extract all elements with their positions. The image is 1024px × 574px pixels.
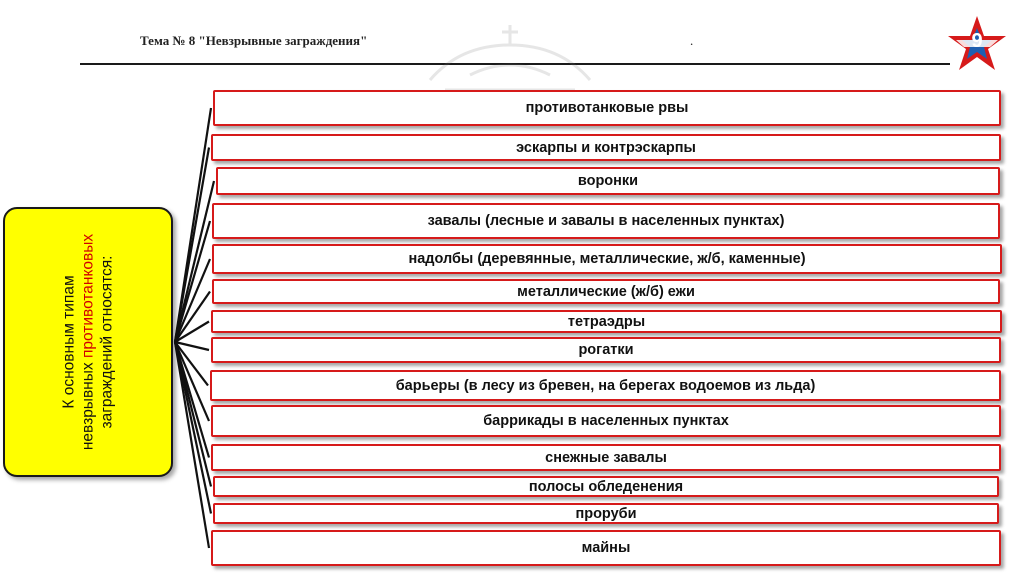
connector-line	[175, 342, 209, 548]
obstacle-type-item	[211, 444, 1001, 471]
obstacle-type-item	[216, 167, 1000, 195]
obstacle-type-item	[212, 244, 1002, 274]
obstacle-type-label: надолбы (деревянные, металлические, ж/б, каменные)	[408, 251, 806, 267]
obstacle-type-label: майны	[581, 540, 631, 556]
obstacle-type-label: полосы обледенения	[528, 478, 684, 495]
obstacle-type-item	[211, 405, 1001, 437]
obstacle-type-label: баррикады в населенных пунктах	[483, 413, 729, 429]
obstacle-type-label: барьеры (в лесу из бревен, на берегах водоемов из льда)	[395, 377, 816, 394]
slide-title: Тема № 8 "Невзрывные заграждения"	[140, 33, 368, 48]
obstacle-type-item	[211, 530, 1001, 566]
category-line-3: заграждений относятся:	[98, 255, 116, 429]
obstacle-type-label: завалы (лесные и завалы в населенных пунктах)	[427, 213, 785, 229]
obstacle-type-item	[213, 476, 999, 497]
obstacle-type-item	[211, 337, 1001, 363]
obstacle-type-label: снежные завалы	[545, 449, 667, 466]
obstacle-type-label: тетраэдры	[567, 313, 646, 330]
obstacle-type-label: проруби	[575, 505, 637, 522]
obstacle-type-item	[213, 90, 1001, 126]
connector-line	[175, 342, 211, 514]
obstacle-type-item	[211, 134, 1001, 161]
obstacle-type-item	[212, 203, 1000, 239]
category-line-2-highlight: противотанковых	[79, 233, 97, 359]
category-line-1: К основным типам	[60, 275, 78, 409]
title-dot: .	[690, 33, 694, 48]
category-line-2-pre: невзрывных	[79, 358, 97, 451]
obstacle-type-label: эскарпы и контрэскарпы	[516, 139, 696, 156]
obstacle-type-label: рогатки	[578, 342, 634, 358]
obstacle-type-item	[211, 310, 1002, 333]
page-number: 9	[971, 30, 983, 52]
obstacle-type-label: противотанковые рвы	[525, 100, 689, 116]
obstacle-type-label: металлические (ж/б) ежи	[517, 283, 695, 300]
obstacle-type-item	[210, 370, 1001, 401]
obstacle-type-item	[213, 503, 999, 524]
obstacle-type-item	[212, 279, 1000, 304]
obstacle-type-label: воронки	[577, 173, 639, 189]
